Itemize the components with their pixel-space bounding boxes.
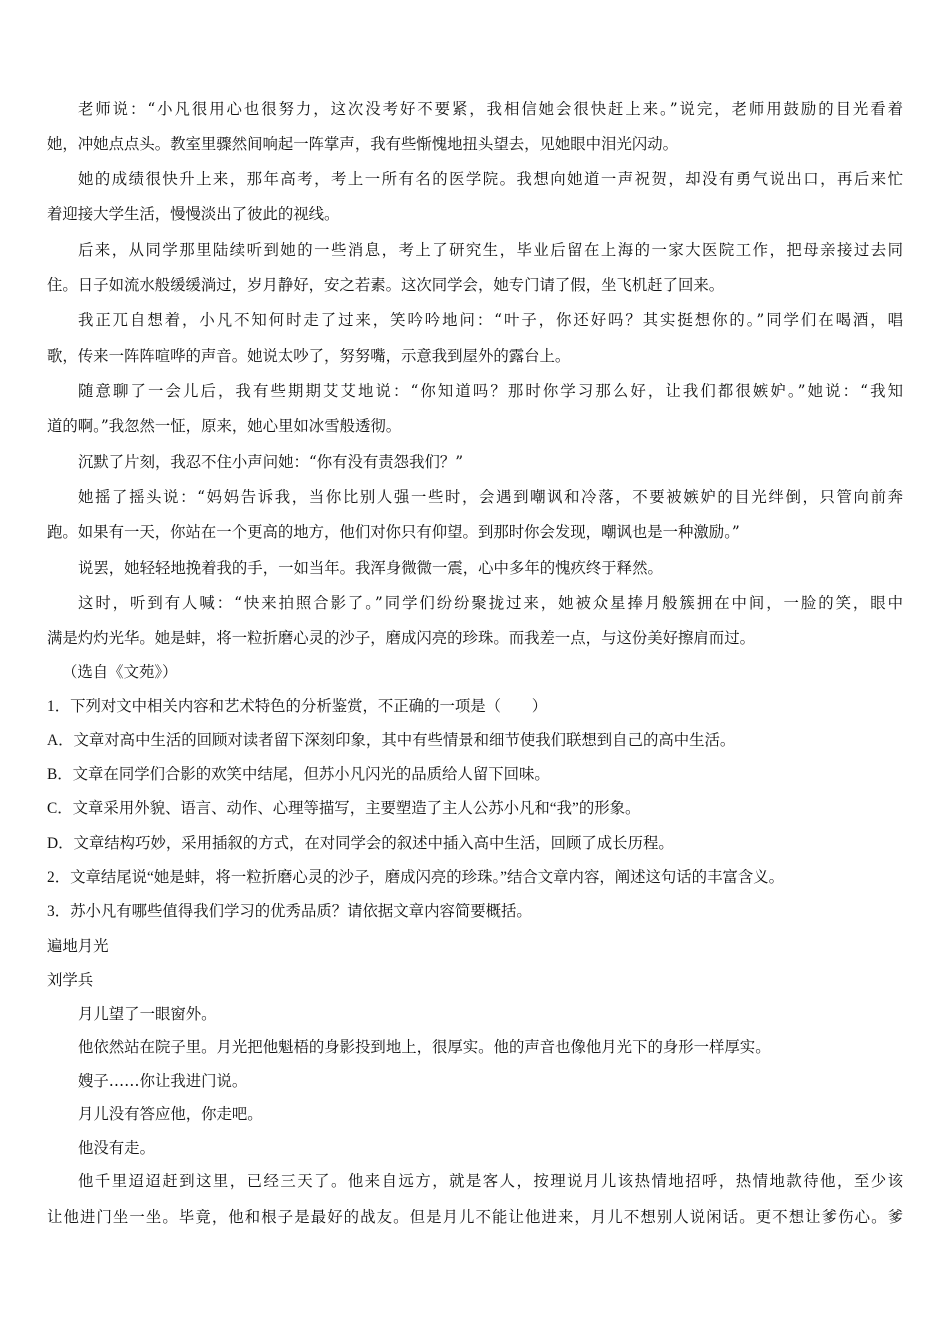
story2-author: 刘学兵 [47,971,94,989]
option-b: B．文章在同学们合影的欢笑中结尾，但苏小凡闪光的品质给人留下回味。 [47,766,550,783]
story2-line: 嫂子……你让我进门说。 [78,1072,248,1090]
story1-line: 歌，传来一阵阵喧哗的声音。她说太吵了，努努嘴，示意我到屋外的露台上。 [47,347,571,365]
story1-line: 满是灼灼光华。她是蚌，将一粒折磨心灵的沙子，磨成闪亮的珍珠。而我差一点，与这份美好擦肩而过。 [47,629,755,647]
story1-line: 跑。如果有一天，你站在一个更高的地方，他们对你只有仰望。到那时你会发现，嘲讽也是一种激励。” [47,523,740,541]
story2-line: 他没有走。 [78,1139,155,1157]
story2-line: 让他进门坐一坐。毕竟，他和根子是最好的战友。但是月儿不能让他进来，月儿不想别人说闲话。更不想让爹伤心。爹 [47,1208,903,1226]
story1-line: 说罢，她轻轻地挽着我的手，一如当年。我浑身微微一震，心中多年的愧疚终于释然。 [78,559,663,577]
story1-line: 着迎接大学生活，慢慢淡出了彼此的视线。 [47,205,340,223]
option-c: C．文章采用外貌、语言、动作、心理等描写，主要塑造了主人公苏小凡和“我”的形象。 [47,800,641,817]
option-a: A．文章对高中生活的回顾对读者留下深刻印象，其中有些情景和细节使我们联想到自己的高中生活。 [47,732,736,749]
story1-line: 她摇了摇头说：“妈妈告诉我，当你比别人强一些时，会遇到嘲讽和冷落，不要被嫉妒的目光绊倒，只管向前奔 [78,488,903,506]
story1-line: 后来，从同学那里陆续听到她的一些消息，考上了研究生，毕业后留在上海的一家大医院工作，把母亲接过去同 [78,241,903,259]
question-2: 2．文章结尾说“她是蚌，将一粒折磨心灵的沙子，磨成闪亮的珍珠。”结合文章内容，阐述这句话的丰富含义。 [47,869,785,886]
story1-line: 我正兀自想着，小凡不知何时走了过来，笑吟吟地问：“叶子，你还好吗？其实挺想你的。”同学们在喝酒，唱 [78,311,903,329]
story1-line: 她的成绩很快升上来，那年高考，考上一所有名的医学院。我想向她道一声祝贺，却没有勇气说出口，再后来忙 [78,170,903,188]
story1-line: 她，冲她点点头。教室里骤然间响起一阵掌声，我有些惭愧地扭头望去，见她眼中泪光闪动。 [47,135,679,153]
story1-line: 这时，听到有人喊：“快来拍照合影了。”同学们纷纷聚拢过来，她被众星捧月般簇拥在中间，一脸的笑，眼中 [78,594,903,612]
story1-line: 道的啊。”我忽然一怔，原来，她心里如冰雪般透彻。 [47,417,402,435]
question-3: 3．苏小凡有哪些值得我们学习的优秀品质？请依据文章内容简要概括。 [47,903,532,920]
story1-line: 沉默了片刻，我忍不住小声问她：“你有没有责怨我们？” [78,453,464,471]
story2-line: 月儿没有答应他，你走吧。 [78,1105,263,1123]
story2-title: 遍地月光 [47,937,109,955]
source-citation: （选自《文苑》） [62,663,178,681]
story1-line: 住。日子如流水般缓缓淌过，岁月静好，安之若素。这次同学会，她专门请了假，坐飞机赶了回来。 [47,276,725,294]
option-d: D．文章结构巧妙，采用插叙的方式，在对同学会的叙述中插入高中生活，回顾了成长历程。 [47,835,674,852]
story1-line: 随意聊了一会儿后，我有些期期艾艾地说：“你知道吗？那时你学习那么好，让我们都很嫉妒。”她说：“我知 [78,382,903,400]
question-1: 1．下列对文中相关内容和艺术特色的分析鉴赏，不正确的一项是（ ） [47,698,548,715]
story1-line: 老师说：“小凡很用心也很努力，这次没考好不要紧，我相信她会很快赶上来。”说完，老师用鼓励的目光看着 [78,100,903,118]
story2-line: 他千里迢迢赶到这里，已经三天了。他来自远方，就是客人，按理说月儿该热情地招呼，热情地款待他，至少该 [78,1172,903,1190]
story2-line: 他依然站在院子里。月光把他魁梧的身影投到地上，很厚实。他的声音也像他月光下的身形一样厚实。 [78,1038,771,1056]
story2-line: 月儿望了一眼窗外。 [78,1005,217,1023]
